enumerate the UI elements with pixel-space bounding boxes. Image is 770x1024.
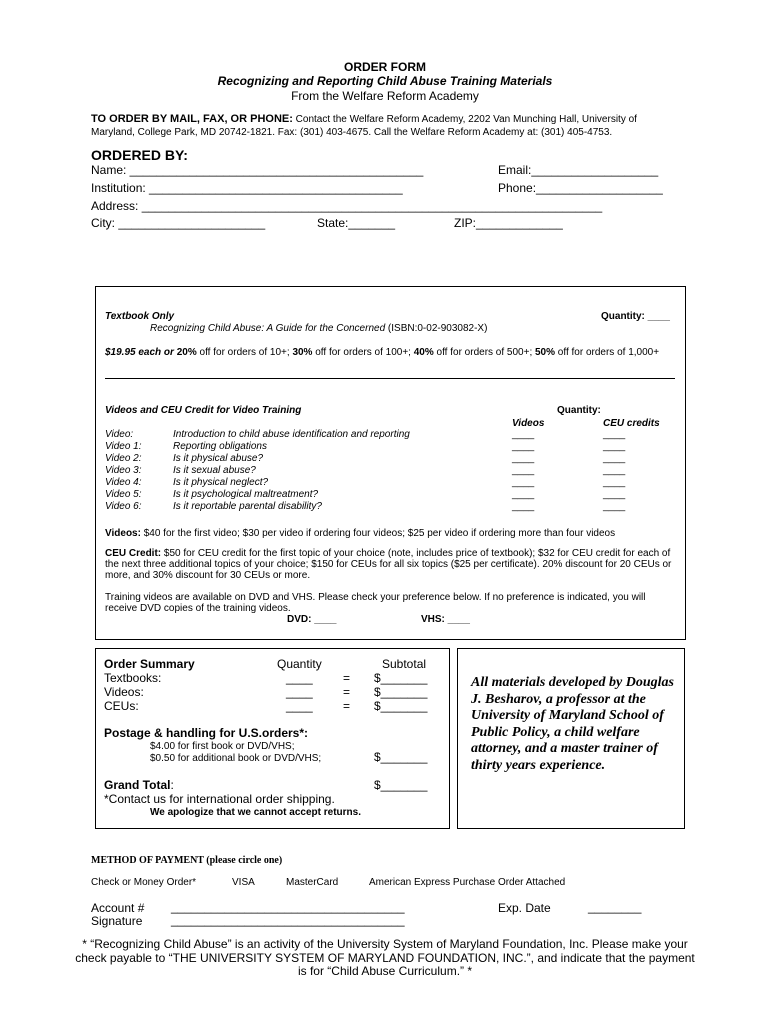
textbook-heading: Textbook Only bbox=[105, 311, 175, 322]
footer-line1: * “Recognizing Child Abuse” is an activity of the University System of Maryland Foundation, Inc. Please make your bbox=[82, 937, 688, 951]
format-note-line2: receive DVD copies of the training videos. bbox=[105, 603, 291, 614]
video-quantity-field[interactable]: ____ bbox=[512, 429, 535, 440]
textbook-quantity[interactable]: Quantity: ____ bbox=[601, 311, 670, 322]
grand-total-subtotal[interactable]: $_______ bbox=[374, 778, 428, 792]
account-number-field[interactable]: ___________________________________ bbox=[171, 900, 405, 914]
textbook-pricing bbox=[105, 347, 659, 358]
videos-quantity-label: Quantity: bbox=[557, 405, 601, 416]
video-pricing-label: Videos: bbox=[105, 528, 141, 539]
order-instructions-line2: Maryland, College Park, MD 20742-1821. Fax: (301) 403-4675. Call the Welfare Reform Academy at: (301) 405-4753. bbox=[91, 127, 613, 138]
payment-option-check[interactable]: Check or Money Order* bbox=[91, 877, 197, 888]
subtotal-column-header: Subtotal bbox=[382, 657, 427, 671]
grand-total-label: Grand Total bbox=[104, 778, 171, 792]
credits-line: All materials developed by Douglas bbox=[471, 675, 674, 690]
ceu-pricing-label: CEU Credit: bbox=[105, 548, 162, 559]
form-source: From the Welfare Reform Academy bbox=[291, 89, 479, 103]
summary-row-equals: = bbox=[343, 699, 351, 713]
account-label: Account # bbox=[91, 901, 145, 915]
section-divider bbox=[105, 378, 675, 379]
videos-column-header: Videos bbox=[512, 418, 545, 429]
quantity-column-header: Quantity bbox=[277, 657, 322, 671]
summary-row-subtotal[interactable]: $_______ bbox=[374, 685, 428, 699]
ceu-pricing-line3: more, and 30% discount for 30 CEUs or more. bbox=[105, 570, 311, 581]
payment-heading: METHOD OF PAYMENT (please circle one) bbox=[91, 855, 283, 866]
signature-field[interactable]: ___________________________________ bbox=[171, 913, 405, 927]
postage-additional: $0.50 for additional book or DVD/VHS; bbox=[150, 753, 322, 764]
name-field[interactable]: Name: ____________________________________________ bbox=[91, 163, 424, 177]
zip-field[interactable]: ZIP:_____________ bbox=[454, 216, 563, 230]
price-each: $19.95 each or bbox=[105, 347, 177, 358]
textbook-isbn: (ISBN:0-02-903082-X) bbox=[385, 323, 488, 334]
discount-50-text: off for orders of 1,000+ bbox=[555, 347, 660, 358]
video-title: Reporting obligations bbox=[173, 441, 267, 452]
order-summary-heading: Order Summary bbox=[104, 657, 195, 671]
format-note-line1: Training videos are available on DVD and VHS. Please check your preference below. If no preference is indicated, you will bbox=[105, 592, 646, 603]
video-label: Video 3: bbox=[105, 465, 142, 476]
institution-field[interactable]: Institution: ______________________________________ bbox=[91, 181, 403, 195]
discount-20: 20% bbox=[176, 347, 197, 358]
state-field[interactable]: State:_______ bbox=[317, 216, 396, 230]
credits-line: University of Maryland School of bbox=[471, 708, 664, 723]
summary-row-equals: = bbox=[343, 685, 351, 699]
ceu-quantity-field[interactable]: ____ bbox=[603, 429, 626, 440]
postage-first: $4.00 for first book or DVD/VHS; bbox=[150, 741, 295, 752]
video-quantity-field[interactable]: ____ bbox=[512, 477, 535, 488]
ceu-quantity-field[interactable]: ____ bbox=[603, 453, 626, 464]
signature-label: Signature bbox=[91, 914, 143, 928]
discount-30-text: off for orders of 100+; bbox=[312, 347, 414, 358]
footer-line2: check payable to “THE UNIVERSITY SYSTEM OF MARYLAND FOUNDATION, INC.”, and indicate that the payment bbox=[75, 951, 695, 965]
video-label: Video 5: bbox=[105, 489, 142, 500]
video-title: Is it sexual abuse? bbox=[173, 465, 256, 476]
discount-30: 30% bbox=[292, 347, 313, 358]
ordered-by-heading: ORDERED BY: bbox=[91, 147, 188, 163]
summary-row-quantity[interactable]: ____ bbox=[286, 699, 313, 713]
email-field[interactable]: Email:___________________ bbox=[498, 163, 659, 177]
ceu-quantity-field[interactable]: ____ bbox=[603, 477, 626, 488]
ceu-quantity-field[interactable]: ____ bbox=[603, 441, 626, 452]
credits-line: attorney, and a master trainer of bbox=[471, 741, 658, 756]
payment-option-visa[interactable]: VISA bbox=[232, 877, 255, 888]
video-title: Is it physical neglect? bbox=[173, 477, 269, 488]
discount-40-text: off for orders of 500+; bbox=[433, 347, 535, 358]
video-quantity-field[interactable]: ____ bbox=[512, 501, 535, 512]
credits-text bbox=[471, 675, 674, 774]
discount-50: 50% bbox=[535, 347, 556, 358]
payment-option-amex-po[interactable]: American Express Purchase Order Attached bbox=[369, 877, 566, 888]
summary-row-equals: = bbox=[343, 671, 351, 685]
summary-row-label: Videos: bbox=[104, 685, 144, 699]
summary-row-quantity[interactable]: ____ bbox=[286, 671, 313, 685]
payment-option-mastercard[interactable]: MasterCard bbox=[286, 877, 339, 888]
order-instructions-text1: Contact the Welfare Reform Academy, 2202 Van Munching Hall, University of bbox=[292, 114, 637, 125]
video-title: Is it physical abuse? bbox=[173, 453, 264, 464]
grand-total-line bbox=[104, 778, 174, 792]
video-title: Is it psychological maltreatment? bbox=[173, 489, 319, 500]
ceu-pricing-line1 bbox=[105, 548, 670, 559]
ceu-quantity-field[interactable]: ____ bbox=[603, 465, 626, 476]
video-pricing-text: $40 for the first video; $30 per video if ordering four videos; $25 per video if ordering more than four videos bbox=[140, 528, 616, 539]
videos-heading: Videos and CEU Credit for Video Training bbox=[105, 405, 302, 416]
video-label: Video 2: bbox=[105, 453, 142, 464]
dvd-preference[interactable]: DVD: ____ bbox=[287, 614, 337, 625]
textbook-title: Recognizing Child Abuse: A Guide for the Concerned bbox=[150, 323, 386, 334]
postage-subtotal[interactable]: $_______ bbox=[374, 750, 428, 764]
ceu-pricing-text1: $50 for CEU credit for the first topic of your choice (note, includes price of textbook); $32 for CEU credit for each of bbox=[161, 548, 671, 559]
form-title: ORDER FORM bbox=[344, 60, 426, 74]
summary-row-subtotal[interactable]: $_______ bbox=[374, 699, 428, 713]
credits-line: Public Policy, a child welfare bbox=[471, 724, 640, 740]
video-label: Video: bbox=[105, 429, 134, 440]
ceu-quantity-field[interactable]: ____ bbox=[603, 489, 626, 500]
international-shipping-note: *Contact us for international order shipping. bbox=[104, 792, 335, 806]
summary-row-label: Textbooks: bbox=[104, 671, 162, 685]
order-instructions-line1 bbox=[91, 113, 637, 125]
textbook-title-line bbox=[150, 323, 487, 334]
form-subtitle: Recognizing and Reporting Child Abuse Training Materials bbox=[217, 74, 553, 88]
ceu-pricing-line2: the next three additional topics of your choice; $150 for CEUs for all six topics ($25 per certificate). 20% discount for 20 CEUs or bbox=[105, 559, 672, 570]
discount-40: 40% bbox=[413, 347, 434, 358]
video-quantity-field[interactable]: ____ bbox=[512, 453, 535, 464]
summary-row-subtotal[interactable]: $_______ bbox=[374, 671, 428, 685]
vhs-preference[interactable]: VHS: ____ bbox=[421, 614, 470, 625]
video-quantity-field[interactable]: ____ bbox=[512, 441, 535, 452]
exp-date-label: Exp. Date bbox=[498, 901, 551, 915]
video-title: Introduction to child abuse identification and reporting bbox=[173, 429, 410, 440]
ceu-column-header: CEU credits bbox=[603, 418, 660, 429]
discount-20-text: off for orders of 10+; bbox=[196, 347, 293, 358]
exp-date-field[interactable]: ________ bbox=[588, 900, 642, 914]
summary-row-quantity[interactable]: ____ bbox=[286, 685, 313, 699]
video-label: Video 4: bbox=[105, 477, 142, 488]
summary-row-label: CEUs: bbox=[104, 699, 139, 713]
city-field[interactable]: City: ______________________ bbox=[91, 216, 266, 230]
postage-heading: Postage & handling for U.S.orders*: bbox=[104, 726, 309, 740]
video-label: Video 6: bbox=[105, 501, 142, 512]
ceu-quantity-field[interactable]: ____ bbox=[603, 501, 626, 512]
credits-line: thirty years experience. bbox=[471, 757, 606, 773]
grand-total-colon: : bbox=[170, 778, 174, 792]
video-quantity-field[interactable]: ____ bbox=[512, 489, 535, 500]
video-quantity-field[interactable]: ____ bbox=[512, 465, 535, 476]
order-instructions-label: TO ORDER BY MAIL, FAX, OR PHONE: bbox=[91, 113, 293, 125]
video-pricing bbox=[105, 528, 615, 539]
footer-line3: is for “Child Abuse Curriculum.” * bbox=[297, 964, 473, 978]
credits-line: J. Besharov, a professor at the bbox=[471, 691, 646, 707]
phone-field[interactable]: Phone:___________________ bbox=[498, 181, 663, 195]
video-label: Video 1: bbox=[105, 441, 142, 452]
address-field[interactable]: Address: _____________________________________________________________________ bbox=[91, 199, 603, 213]
no-returns-note: We apologize that we cannot accept returns. bbox=[150, 807, 361, 818]
video-title: Is it reportable parental disability? bbox=[173, 501, 322, 512]
